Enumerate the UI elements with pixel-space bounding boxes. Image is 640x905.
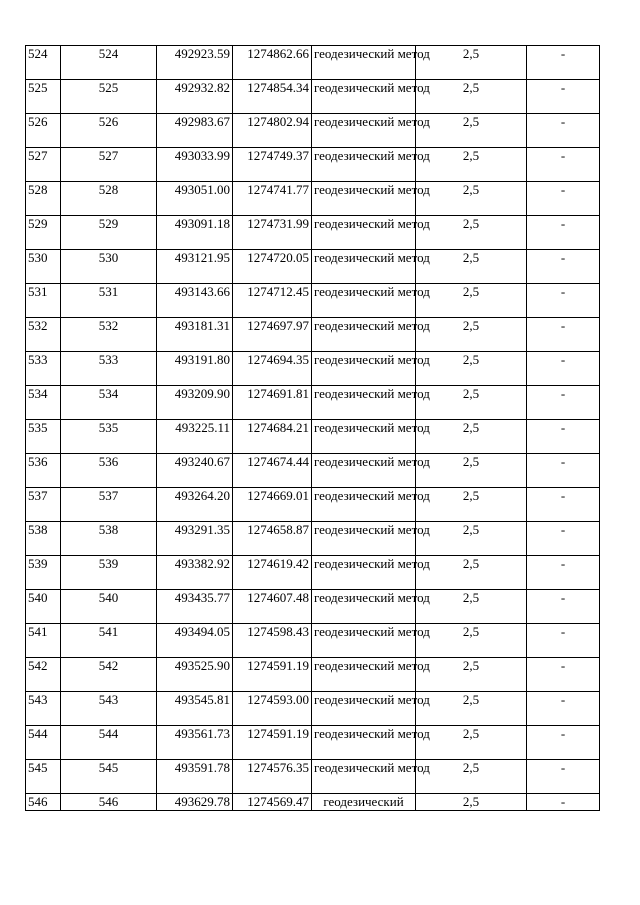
note-cell: - [527,250,600,284]
coordinate-y: 1274674.44 [233,454,312,488]
point-number: 532 [61,318,157,352]
accuracy-cell: 2,5 [416,386,527,420]
point-number: 531 [61,284,157,318]
coordinate-y: 1274731.99 [233,216,312,250]
row-number: 539 [26,556,61,590]
coordinate-x: 493240.67 [157,454,233,488]
table-row [26,488,600,522]
coordinate-x: 493382.92 [157,556,233,590]
note-cell: - [527,80,600,114]
coordinate-y: 1274569.47 [233,794,312,811]
table-row [26,80,600,114]
coordinate-x: 493629.78 [157,794,233,811]
note-cell: - [527,556,600,590]
point-number: 536 [61,454,157,488]
method-cell: геодезический метод [312,114,416,148]
coordinate-y: 1274576.35 [233,760,312,794]
accuracy-cell: 2,5 [416,692,527,726]
coordinate-x: 492923.59 [157,46,233,80]
coordinate-y: 1274802.94 [233,114,312,148]
table-row [26,760,600,794]
note-cell: - [527,590,600,624]
table-row [26,114,600,148]
accuracy-cell: 2,5 [416,624,527,658]
table-row [26,658,600,692]
note-cell: - [527,148,600,182]
table-row [26,692,600,726]
method-cell: геодезический метод [312,284,416,318]
coordinate-x: 493561.73 [157,726,233,760]
coordinate-x: 492932.82 [157,80,233,114]
table-row [26,794,600,811]
note-cell: - [527,726,600,760]
row-number: 541 [26,624,61,658]
accuracy-cell: 2,5 [416,250,527,284]
note-cell: - [527,692,600,726]
row-number: 544 [26,726,61,760]
coordinates-table [25,45,600,811]
coordinate-x: 493545.81 [157,692,233,726]
row-number: 538 [26,522,61,556]
point-number: 528 [61,182,157,216]
accuracy-cell: 2,5 [416,148,527,182]
row-number: 530 [26,250,61,284]
point-number: 539 [61,556,157,590]
accuracy-cell: 2,5 [416,284,527,318]
point-number: 538 [61,522,157,556]
point-number: 546 [61,794,157,811]
row-number: 540 [26,590,61,624]
coordinate-y: 1274607.48 [233,590,312,624]
row-number: 537 [26,488,61,522]
coordinate-x: 493291.35 [157,522,233,556]
row-number: 526 [26,114,61,148]
coordinate-x: 493209.90 [157,386,233,420]
coordinate-x: 493591.78 [157,760,233,794]
coordinate-x: 493181.31 [157,318,233,352]
method-cell: геодезический метод [312,216,416,250]
table-body [26,46,600,811]
table-row [26,386,600,420]
note-cell: - [527,46,600,80]
point-number: 524 [61,46,157,80]
note-cell: - [527,760,600,794]
row-number: 533 [26,352,61,386]
coordinate-x: 493191.80 [157,352,233,386]
point-number: 527 [61,148,157,182]
row-number: 524 [26,46,61,80]
note-cell: - [527,488,600,522]
method-cell: геодезический метод [312,80,416,114]
accuracy-cell: 2,5 [416,794,527,811]
coordinate-y: 1274591.19 [233,726,312,760]
coordinate-x: 493143.66 [157,284,233,318]
table-row [26,420,600,454]
accuracy-cell: 2,5 [416,114,527,148]
method-cell: геодезический метод [312,318,416,352]
method-cell: геодезический метод [312,352,416,386]
table-row [26,250,600,284]
coordinate-x: 493525.90 [157,658,233,692]
point-number: 545 [61,760,157,794]
method-cell: геодезический метод [312,658,416,692]
accuracy-cell: 2,5 [416,80,527,114]
point-number: 525 [61,80,157,114]
coordinate-y: 1274694.35 [233,352,312,386]
accuracy-cell: 2,5 [416,726,527,760]
point-number: 529 [61,216,157,250]
coordinate-x: 492983.67 [157,114,233,148]
method-cell: геодезический метод [312,250,416,284]
coordinate-x: 493225.11 [157,420,233,454]
method-cell: геодезический метод [312,624,416,658]
note-cell: - [527,624,600,658]
coordinate-y: 1274697.97 [233,318,312,352]
row-number: 542 [26,658,61,692]
coordinate-y: 1274862.66 [233,46,312,80]
method-cell: геодезический метод [312,148,416,182]
note-cell: - [527,352,600,386]
accuracy-cell: 2,5 [416,352,527,386]
accuracy-cell: 2,5 [416,420,527,454]
note-cell: - [527,284,600,318]
note-cell: - [527,386,600,420]
coordinate-y: 1274598.43 [233,624,312,658]
method-cell: геодезический метод [312,488,416,522]
coordinate-y: 1274720.05 [233,250,312,284]
method-cell: геодезический [312,794,416,811]
accuracy-cell: 2,5 [416,454,527,488]
coordinate-y: 1274669.01 [233,488,312,522]
row-number: 545 [26,760,61,794]
table-row [26,46,600,80]
point-number: 541 [61,624,157,658]
method-cell: геодезический метод [312,590,416,624]
coordinate-y: 1274854.34 [233,80,312,114]
accuracy-cell: 2,5 [416,522,527,556]
coordinate-y: 1274591.19 [233,658,312,692]
table-row [26,216,600,250]
row-number: 536 [26,454,61,488]
accuracy-cell: 2,5 [416,318,527,352]
row-number: 528 [26,182,61,216]
row-number: 525 [26,80,61,114]
coordinate-y: 1274619.42 [233,556,312,590]
method-cell: геодезический метод [312,726,416,760]
row-number: 546 [26,794,61,811]
accuracy-cell: 2,5 [416,590,527,624]
accuracy-cell: 2,5 [416,658,527,692]
row-number: 534 [26,386,61,420]
method-cell: геодезический метод [312,522,416,556]
point-number: 533 [61,352,157,386]
method-cell: геодезический метод [312,182,416,216]
table-row [26,590,600,624]
table-row [26,182,600,216]
coordinate-x: 493494.05 [157,624,233,658]
table-row [26,726,600,760]
row-number: 535 [26,420,61,454]
table-row [26,624,600,658]
table-row [26,522,600,556]
point-number: 526 [61,114,157,148]
coordinate-x: 493264.20 [157,488,233,522]
note-cell: - [527,182,600,216]
note-cell: - [527,216,600,250]
note-cell: - [527,454,600,488]
note-cell: - [527,794,600,811]
point-number: 537 [61,488,157,522]
method-cell: геодезический метод [312,556,416,590]
coordinate-x: 493033.99 [157,148,233,182]
table-row [26,284,600,318]
coordinate-y: 1274749.37 [233,148,312,182]
row-number: 531 [26,284,61,318]
coordinate-y: 1274684.21 [233,420,312,454]
row-number: 527 [26,148,61,182]
coordinate-y: 1274741.77 [233,182,312,216]
method-cell: геодезический метод [312,386,416,420]
point-number: 540 [61,590,157,624]
note-cell: - [527,522,600,556]
coordinate-x: 493051.00 [157,182,233,216]
table-row [26,148,600,182]
row-number: 543 [26,692,61,726]
point-number: 544 [61,726,157,760]
coordinate-y: 1274691.81 [233,386,312,420]
table-row [26,352,600,386]
point-number: 542 [61,658,157,692]
row-number: 532 [26,318,61,352]
table-row [26,318,600,352]
table-row [26,454,600,488]
row-number: 529 [26,216,61,250]
note-cell: - [527,420,600,454]
method-cell: геодезический метод [312,46,416,80]
table-row [26,556,600,590]
point-number: 543 [61,692,157,726]
accuracy-cell: 2,5 [416,216,527,250]
accuracy-cell: 2,5 [416,556,527,590]
coordinate-x: 493121.95 [157,250,233,284]
method-cell: геодезический метод [312,420,416,454]
method-cell: геодезический метод [312,760,416,794]
method-cell: геодезический метод [312,692,416,726]
accuracy-cell: 2,5 [416,760,527,794]
method-cell: геодезический метод [312,454,416,488]
point-number: 535 [61,420,157,454]
note-cell: - [527,114,600,148]
coordinate-y: 1274712.45 [233,284,312,318]
coordinate-y: 1274593.00 [233,692,312,726]
note-cell: - [527,658,600,692]
point-number: 530 [61,250,157,284]
accuracy-cell: 2,5 [416,182,527,216]
coordinate-x: 493091.18 [157,216,233,250]
point-number: 534 [61,386,157,420]
coordinate-y: 1274658.87 [233,522,312,556]
accuracy-cell: 2,5 [416,46,527,80]
accuracy-cell: 2,5 [416,488,527,522]
note-cell: - [527,318,600,352]
coordinate-x: 493435.77 [157,590,233,624]
